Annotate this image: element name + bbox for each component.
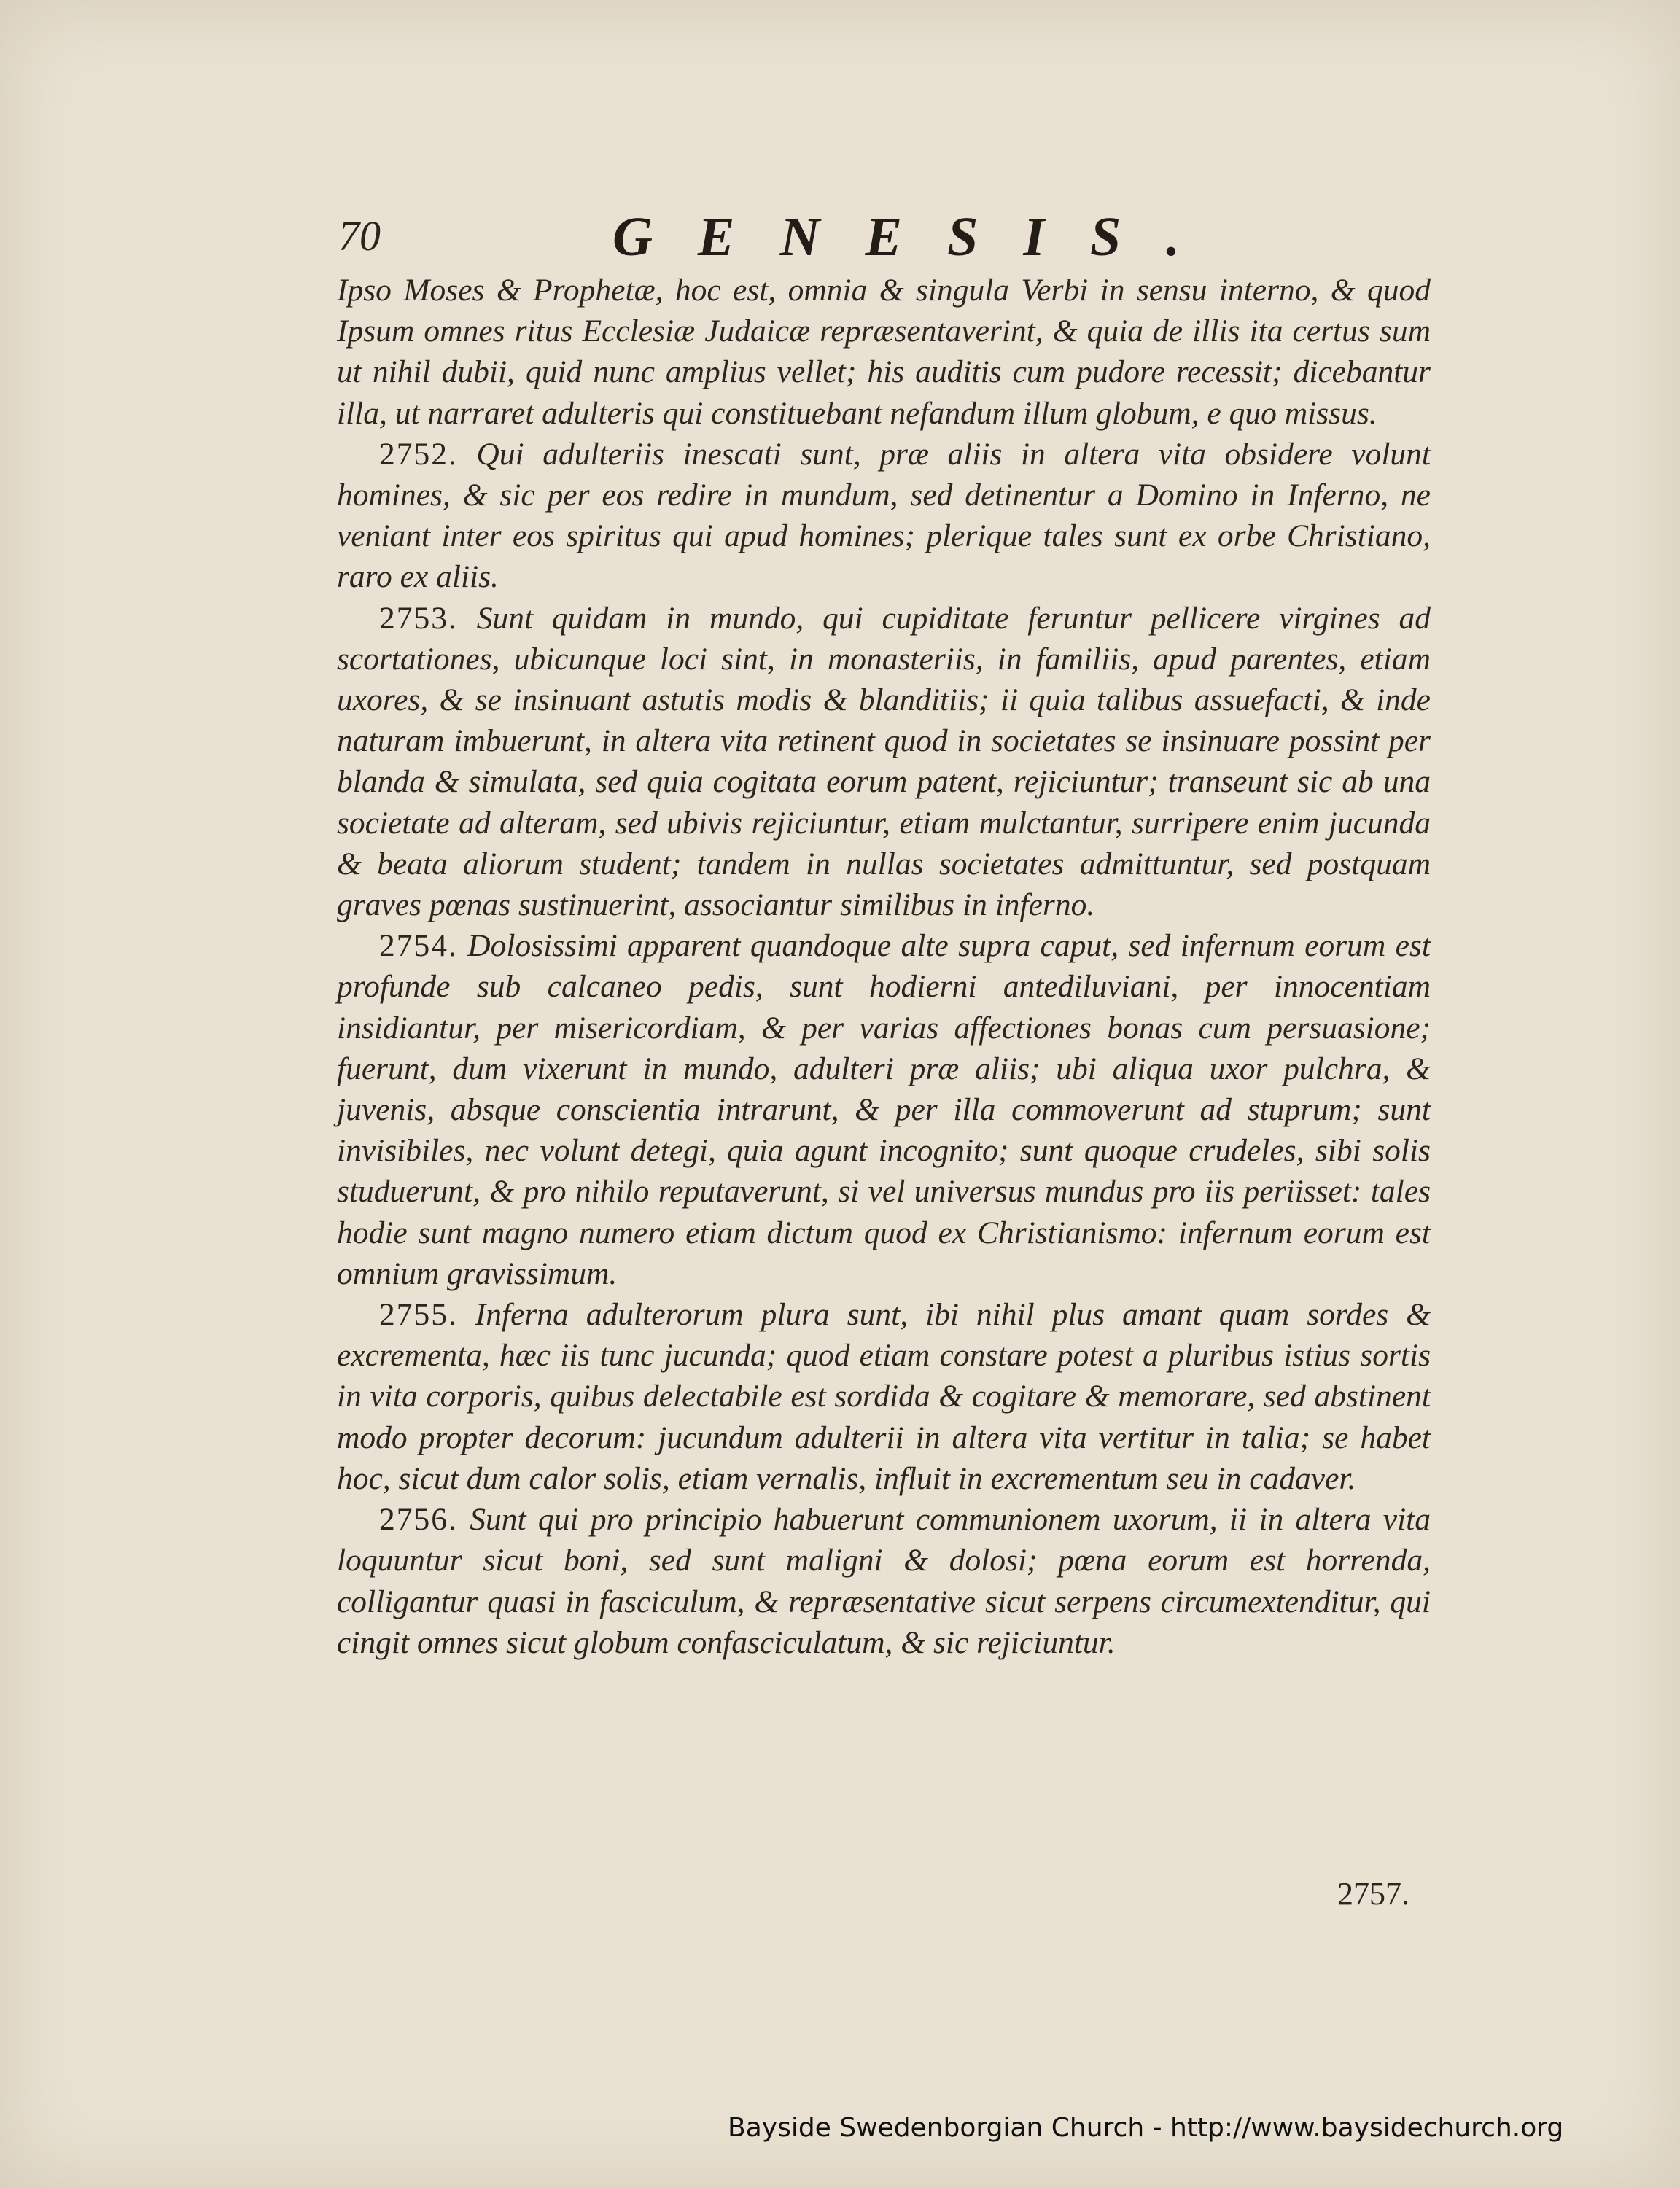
footer-credit: Bayside Swedenborgian Church - http://www.baysidechurch.org <box>728 2113 1564 2143</box>
paragraph-text: Sunt quidam in mundo, qui cupiditate feruntur pellicere virgines ad scortationes, ubicunque loci sint, in monasteriis, in familiis, apud parentes, etiam uxores, & se insinuant astutis modis & blanditiis; ii quia talibus assuefacti, & inde naturam imbuerunt, in altera vita retinent quod in societates se insinuare possint per blanda & simulata, sed quia cogitata eorum patent, rejiciuntur; transeunt sic ab una societate ad alteram, sed ubivis rejiciuntur, etiam mulctantur, surripere enim jucunda & beata aliorum student; tandem in nullas societates admittuntur, sed postquam graves pœnas sustinuerint, associantur similibus in inferno. <box>337 600 1431 923</box>
paragraph-number: 2755. <box>379 1297 458 1333</box>
page-header <box>335 206 1429 268</box>
page-number: 70 <box>338 212 381 260</box>
paragraph-text: Sunt qui pro principio habuerunt communionem uxorum, ii in altera vita loquuntur sicut boni, sed sunt maligni & dolosi; pœna eorum est horrenda, colligantur quasi in fasciculum, & repræsentative sicut serpens circumextenditur, qui cingit omnes sicut globum confasciculatum, & sic rejiciuntur. <box>337 1502 1431 1660</box>
paragraph-number: 2752. <box>379 436 458 472</box>
paragraph-text: Qui adulteriis inescati sunt, præ aliis in altera vita obsidere volunt homines, & sic per eos redire in mundum, sed detinentur a Domino in Inferno, ne veniant inter eos spiritus qui apud homines; plerique tales sunt ex orbe Christiano, raro ex aliis. <box>337 436 1431 595</box>
paragraph-2754 <box>337 925 1431 1294</box>
paragraph-number: 2756. <box>379 1502 458 1538</box>
paragraph-number: 2753. <box>379 600 458 636</box>
running-title: GENESIS. <box>612 206 1226 268</box>
paragraph-number: 2754. <box>379 928 458 964</box>
paragraph-text: Ipso Moses & Prophetæ, hoc est, omnia & singula Verbi in sensu interno, & quod Ipsum omnes ritus Ecclesiæ Judaicæ repræsentaverint, & quia de illis ita certus sum ut nihil dubii, quid nunc amplius vellet; his auditis cum pudore recessit; dicebantur illa, ut narraret adulteris qui constituebant nefandum illum globum, e quo missus. <box>337 273 1431 431</box>
paragraph-2755 <box>337 1294 1431 1499</box>
paragraph-2752 <box>337 434 1431 598</box>
paragraph-text: Inferna adulterorum plura sunt, ibi nihil plus amant quam sordes & excrementa, hæc iis tunc jucunda; quod etiam constare potest a pluribus istius sortis in vita corporis, quibus delectabile est sordida & cogitare & memorare, sed abstinent modo propter decorum: jucundum adulterii in altera vita vertitur in talia; se habet hoc, sicut dum calor solis, etiam vernalis, influit in excrementum seu in cadaver. <box>337 1297 1431 1496</box>
paragraph-text: Dolosissimi apparent quandoque alte supra caput, sed infernum eorum est profunde sub calcaneo pedis, sunt hodierni antediluviani, per innocentiam insidiantur, per misericordiam, & per varias affectiones bonas cum persuasione; fuerunt, dum vixerunt in mundo, adulteri præ aliis; ubi aliqua uxor pulchra, & juvenis, absque conscientia intrarunt, & per illa commoverunt ad stuprum; sunt invisibiles, nec volunt detegi, quia agunt incognito; sunt quoque crudeles, sibi solis studuerunt, & pro nihilo reputaverunt, si vel universus mundus pro iis periisset: tales hodie sunt magno numero etiam dictum quod ex Christianismo: infernum eorum est omnium gravissimum. <box>337 928 1431 1291</box>
body-text <box>337 270 1431 1663</box>
catchword: 2757. <box>1337 1876 1409 1912</box>
paragraph-continued <box>337 270 1431 434</box>
paragraph-2753 <box>337 598 1431 926</box>
paragraph-2756 <box>337 1499 1431 1663</box>
